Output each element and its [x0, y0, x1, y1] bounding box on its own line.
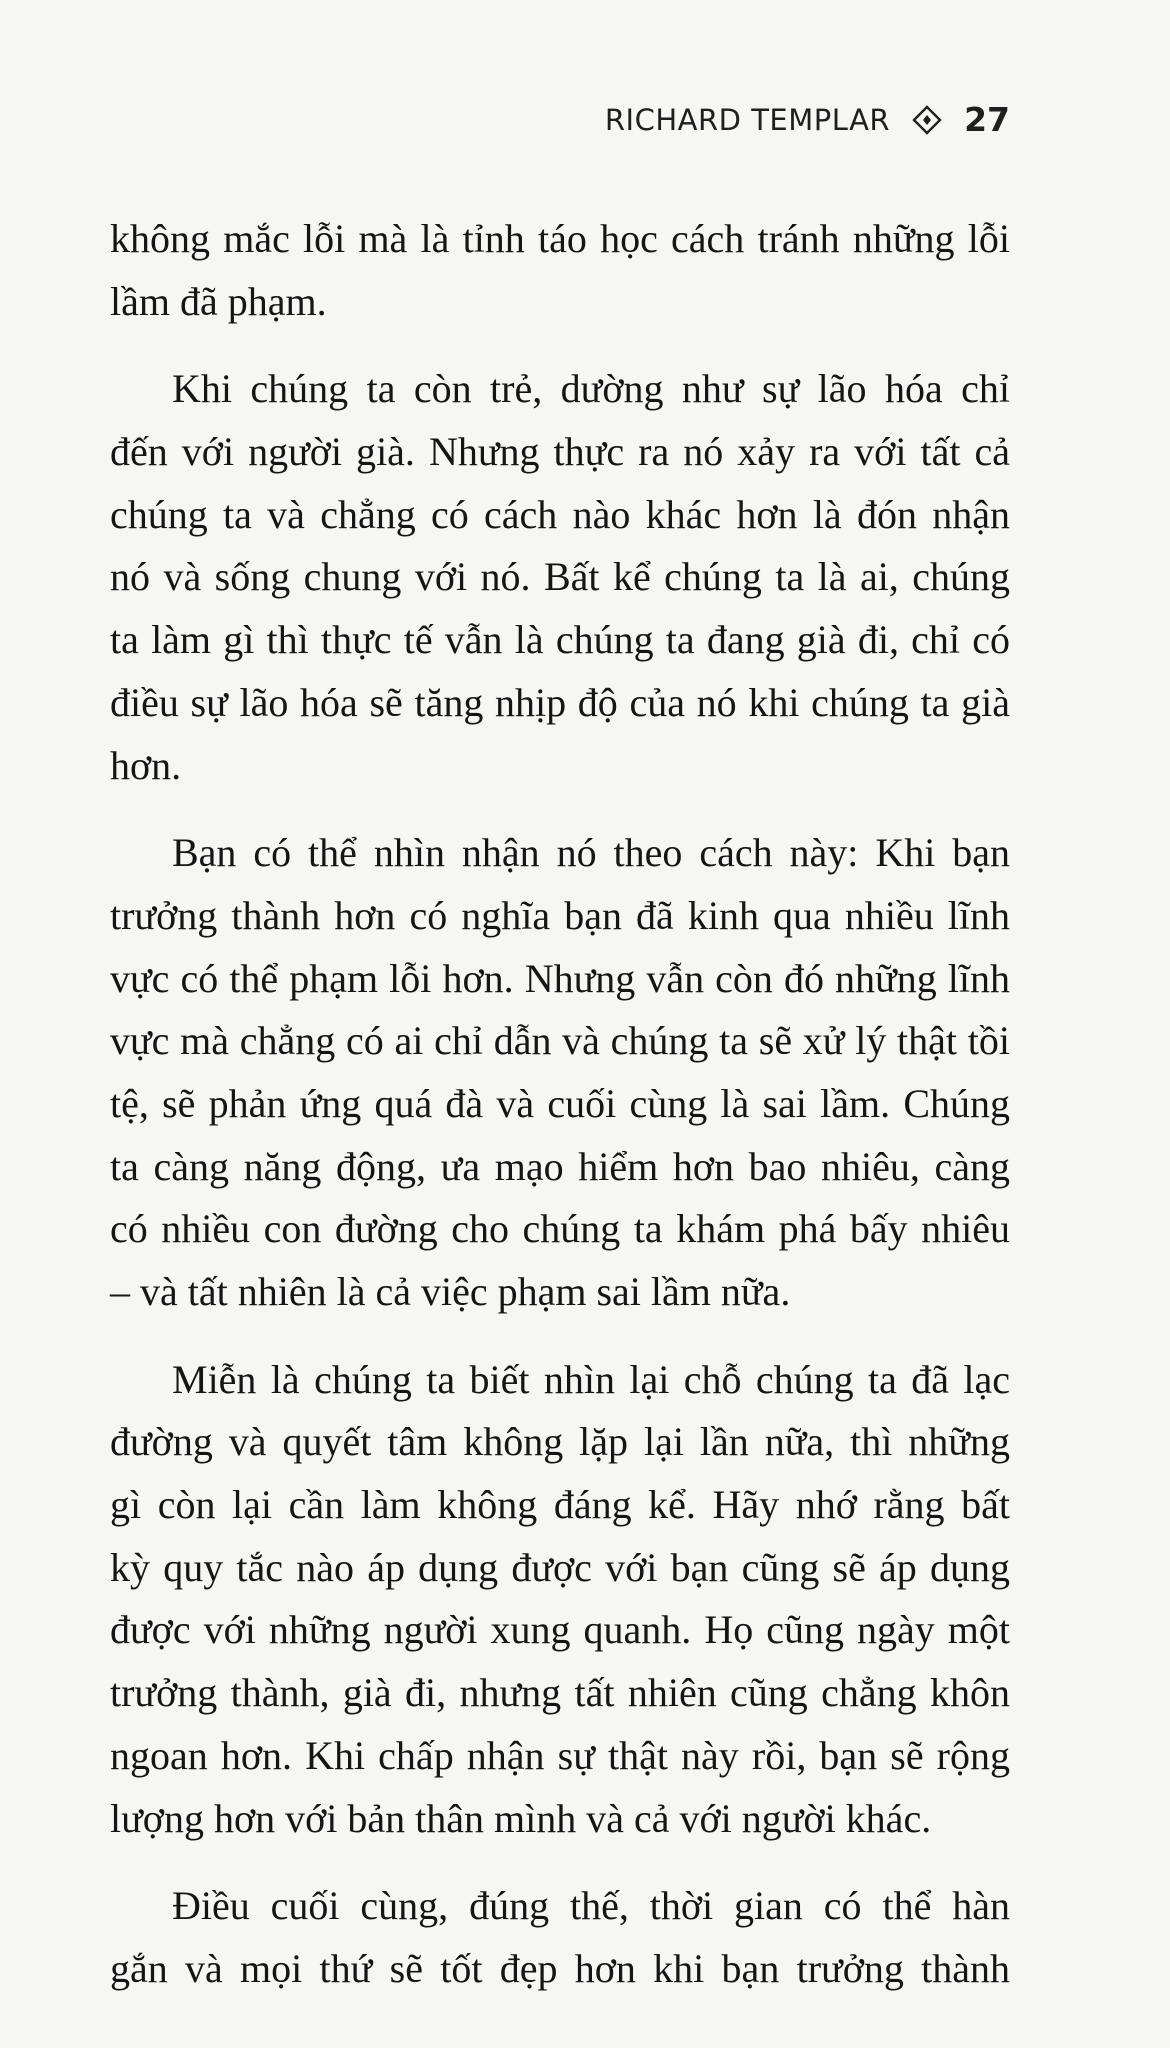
text-line: trưởng thành hơn có nghĩa bạn đã kinh qua nhiều lĩnh — [110, 892, 1010, 938]
text-line: Khi chúng ta còn trẻ, dường như sự lão hóa chỉ — [172, 366, 1010, 412]
text-line: chúng ta và chẳng có cách nào khác hơn là đón nhận — [110, 491, 1010, 537]
text-line: lầm đã phạm. — [110, 278, 327, 324]
text-line: ta càng năng động, ưa mạo hiểm hơn bao nhiêu, càng — [110, 1143, 1010, 1189]
diamond-icon — [912, 105, 942, 135]
text-line: vực có thể phạm lỗi hơn. Nhưng vẫn còn đó những lĩnh — [110, 955, 1010, 1001]
text-line: gì còn lại cần làm không đáng kể. Hãy nhớ rằng bất — [110, 1482, 1010, 1528]
text-line: đến với người già. Nhưng thực ra nó xảy ra với tất cả — [110, 429, 1010, 475]
text-line: điều sự lão hóa sẽ tăng nhịp độ của nó khi chúng ta già — [110, 679, 1010, 725]
text-line: gắn và mọi thứ sẽ tốt đẹp hơn khi bạn trưởng thành — [110, 1945, 1010, 1991]
text-line: kỳ quy tắc nào áp dụng được với bạn cũng sẽ áp dụng — [110, 1544, 1010, 1590]
text-line: ta làm gì thì thực tế vẫn là chúng ta đang già đi, chỉ có — [110, 617, 1010, 663]
text-line: trưởng thành, già đi, nhưng tất nhiên cũng chẳng khôn — [110, 1670, 1010, 1716]
paragraph — [110, 358, 1010, 797]
text-line: nó và sống chung với nó. Bất kể chúng ta là ai, chúng — [110, 554, 1010, 600]
text-line: lượng hơn với bản thân mình và cả với người khác. — [110, 1795, 932, 1841]
text-line: hơn. — [110, 742, 182, 788]
author-name: RICHARD TEMPLAR — [604, 102, 891, 137]
page-body — [110, 208, 1010, 2026]
text-line: Bạn có thể nhìn nhận nó theo cách này: Khi bạn — [172, 830, 1010, 876]
text-line: được với những người xung quanh. Họ cũng ngày một — [110, 1607, 1010, 1653]
paragraph — [110, 1349, 1010, 1851]
page-number: 27 — [964, 100, 1010, 139]
text-line: vực mà chẳng có ai chỉ dẫn và chúng ta sẽ xử lý thật tồi — [110, 1018, 1010, 1064]
paragraph — [110, 1875, 1010, 2000]
text-line: đường và quyết tâm không lặp lại lần nữa, thì những — [110, 1419, 1010, 1465]
text-line: – và tất nhiên là cả việc phạm sai lầm nữa. — [110, 1269, 791, 1314]
running-header — [605, 100, 1010, 139]
text-line: Điều cuối cùng, đúng thế, thời gian có thể hàn — [172, 1883, 1010, 1929]
text-line: tệ, sẽ phản ứng quá đà và cuối cùng là sai lầm. Chúng — [110, 1080, 1010, 1126]
text-line: có nhiều con đường cho chúng ta khám phá bấy nhiêu — [110, 1206, 1010, 1252]
text-line: không mắc lỗi mà là tỉnh táo học cách tránh những lỗi — [110, 216, 1010, 261]
text-line: ngoan hơn. Khi chấp nhận sự thật này rồi, bạn sẽ rộng — [110, 1732, 1010, 1778]
paragraph — [110, 208, 1010, 333]
text-line: Miễn là chúng ta biết nhìn lại chỗ chúng ta đã lạc — [172, 1356, 1010, 1402]
paragraph — [110, 822, 1010, 1324]
